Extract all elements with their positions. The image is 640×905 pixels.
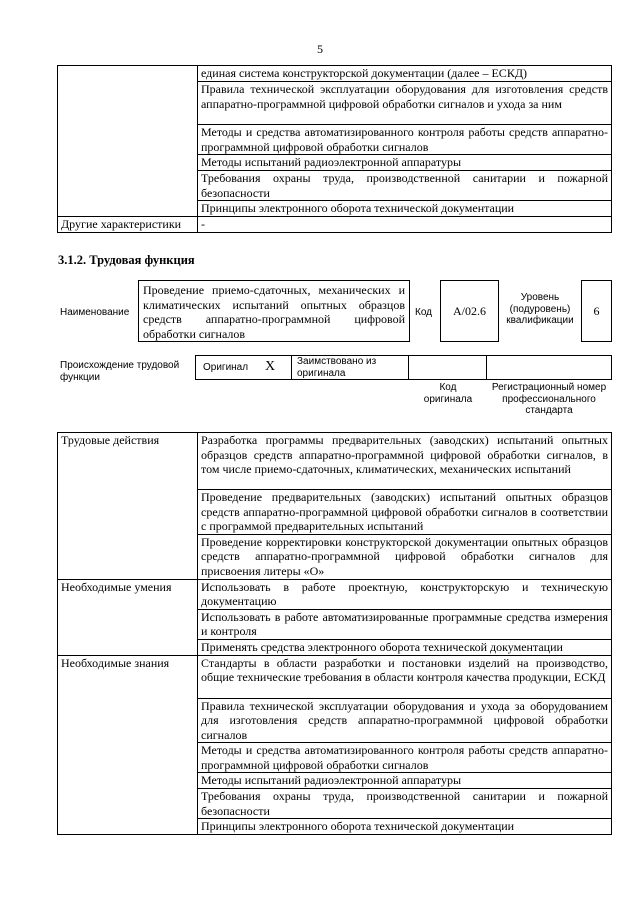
actions-label: Трудовые действия bbox=[58, 433, 198, 580]
function-code: A/02.6 bbox=[440, 280, 499, 342]
table-row: Принципы электронного оборота технической документации bbox=[198, 819, 612, 835]
borrowed-label: Заимствовано из оригинала bbox=[297, 356, 377, 379]
code-label: Код bbox=[415, 307, 433, 318]
original-label: Оригинал bbox=[203, 362, 249, 373]
main-function-table bbox=[57, 432, 612, 835]
level-label: Уровень (подуровень) квалификации bbox=[506, 292, 574, 326]
table-row: Использовать в работе автоматизированные программные средства измерения и контроля bbox=[198, 609, 612, 639]
table-row: Методы испытаний радиоэлектронной аппаратуры bbox=[198, 155, 612, 171]
table-row: Правила технической эксплуатации оборудования и ухода за оборудованием для изготовления средств аппаратно-программной цифровой обработки сигналов bbox=[198, 698, 612, 743]
function-name: Проведение приемо-сдаточных, механических и климатических испытаний опытных образцов средств аппаратно-программной цифровой обработки сигналов bbox=[138, 280, 410, 342]
empty-label-cell bbox=[58, 66, 198, 217]
page-number: 5 bbox=[317, 42, 323, 56]
knowledge-label: Необходимые знания bbox=[58, 655, 198, 835]
table-row: Требования охраны труда, производственной санитарии и пожарной безопасности bbox=[198, 171, 612, 201]
reg-number-cell bbox=[486, 355, 612, 380]
qualification-level: 6 bbox=[581, 280, 612, 342]
table-row: Правила технической эксплуатации оборудования для изготовления средств аппаратно-программной цифровой обработки сигналов и ухода за ним bbox=[198, 82, 612, 125]
other-characteristics-label: Другие характеристики bbox=[58, 217, 198, 233]
table-row: Методы испытаний радиоэлектронной аппаратуры bbox=[198, 773, 612, 789]
original-code-cell bbox=[408, 355, 487, 380]
other-characteristics-value: - bbox=[198, 217, 612, 233]
table-row: Использовать в работе проектную, конструкторскую и техническую документацию bbox=[198, 579, 612, 609]
original-mark: X bbox=[265, 359, 276, 374]
table-row: Проведение предварительных (заводских) испытаний опытных образцов средств аппаратно-программной цифровой обработки сигналов в соответствии с программой предварительных испытаний bbox=[198, 490, 612, 535]
origin-label: Происхождение трудовой функции bbox=[60, 360, 180, 383]
code-caption: Код оригинала bbox=[423, 382, 473, 405]
table-row: Требования охраны труда, производственной санитарии и пожарной безопасности bbox=[198, 789, 612, 819]
table-row: единая система конструкторской документации (далее – ЕСКД) bbox=[198, 66, 612, 82]
table-row: Применять средства электронного оборота технической документации bbox=[198, 639, 612, 655]
name-label: Наименование bbox=[60, 307, 130, 318]
table-row: Проведение корректировки конструкторской документации опытных образцов средств аппаратно-программной цифровой обработки сигналов для присвоения литеры «О» bbox=[198, 534, 612, 579]
table-row: Разработка программы предварительных (заводских) испытаний опытных образцов средств аппаратно-программной цифровой обработки сигналов, в том числе приемо-сдаточных, климатических, механических испытаний bbox=[198, 433, 612, 490]
table-row: Методы и средства автоматизированного контроля работы средств аппаратно-программной цифровой обработки сигналов bbox=[198, 125, 612, 155]
table-row: Принципы электронного оборота технической документации bbox=[198, 201, 612, 217]
section-heading: 3.1.2. Трудовая функция bbox=[58, 253, 195, 267]
reg-caption: Регистрационный номер профессионального стандарта bbox=[491, 382, 607, 416]
skills-label: Необходимые умения bbox=[58, 579, 198, 655]
table-row: Стандарты в области разработки и постановки изделий на производство, общие технические требования в области контроля качества продукции, ЕСКД bbox=[198, 655, 612, 698]
top-knowledge-table bbox=[57, 65, 612, 233]
table-row: Методы и средства автоматизированного контроля работы средств аппаратно-программной цифровой обработки сигналов bbox=[198, 743, 612, 773]
